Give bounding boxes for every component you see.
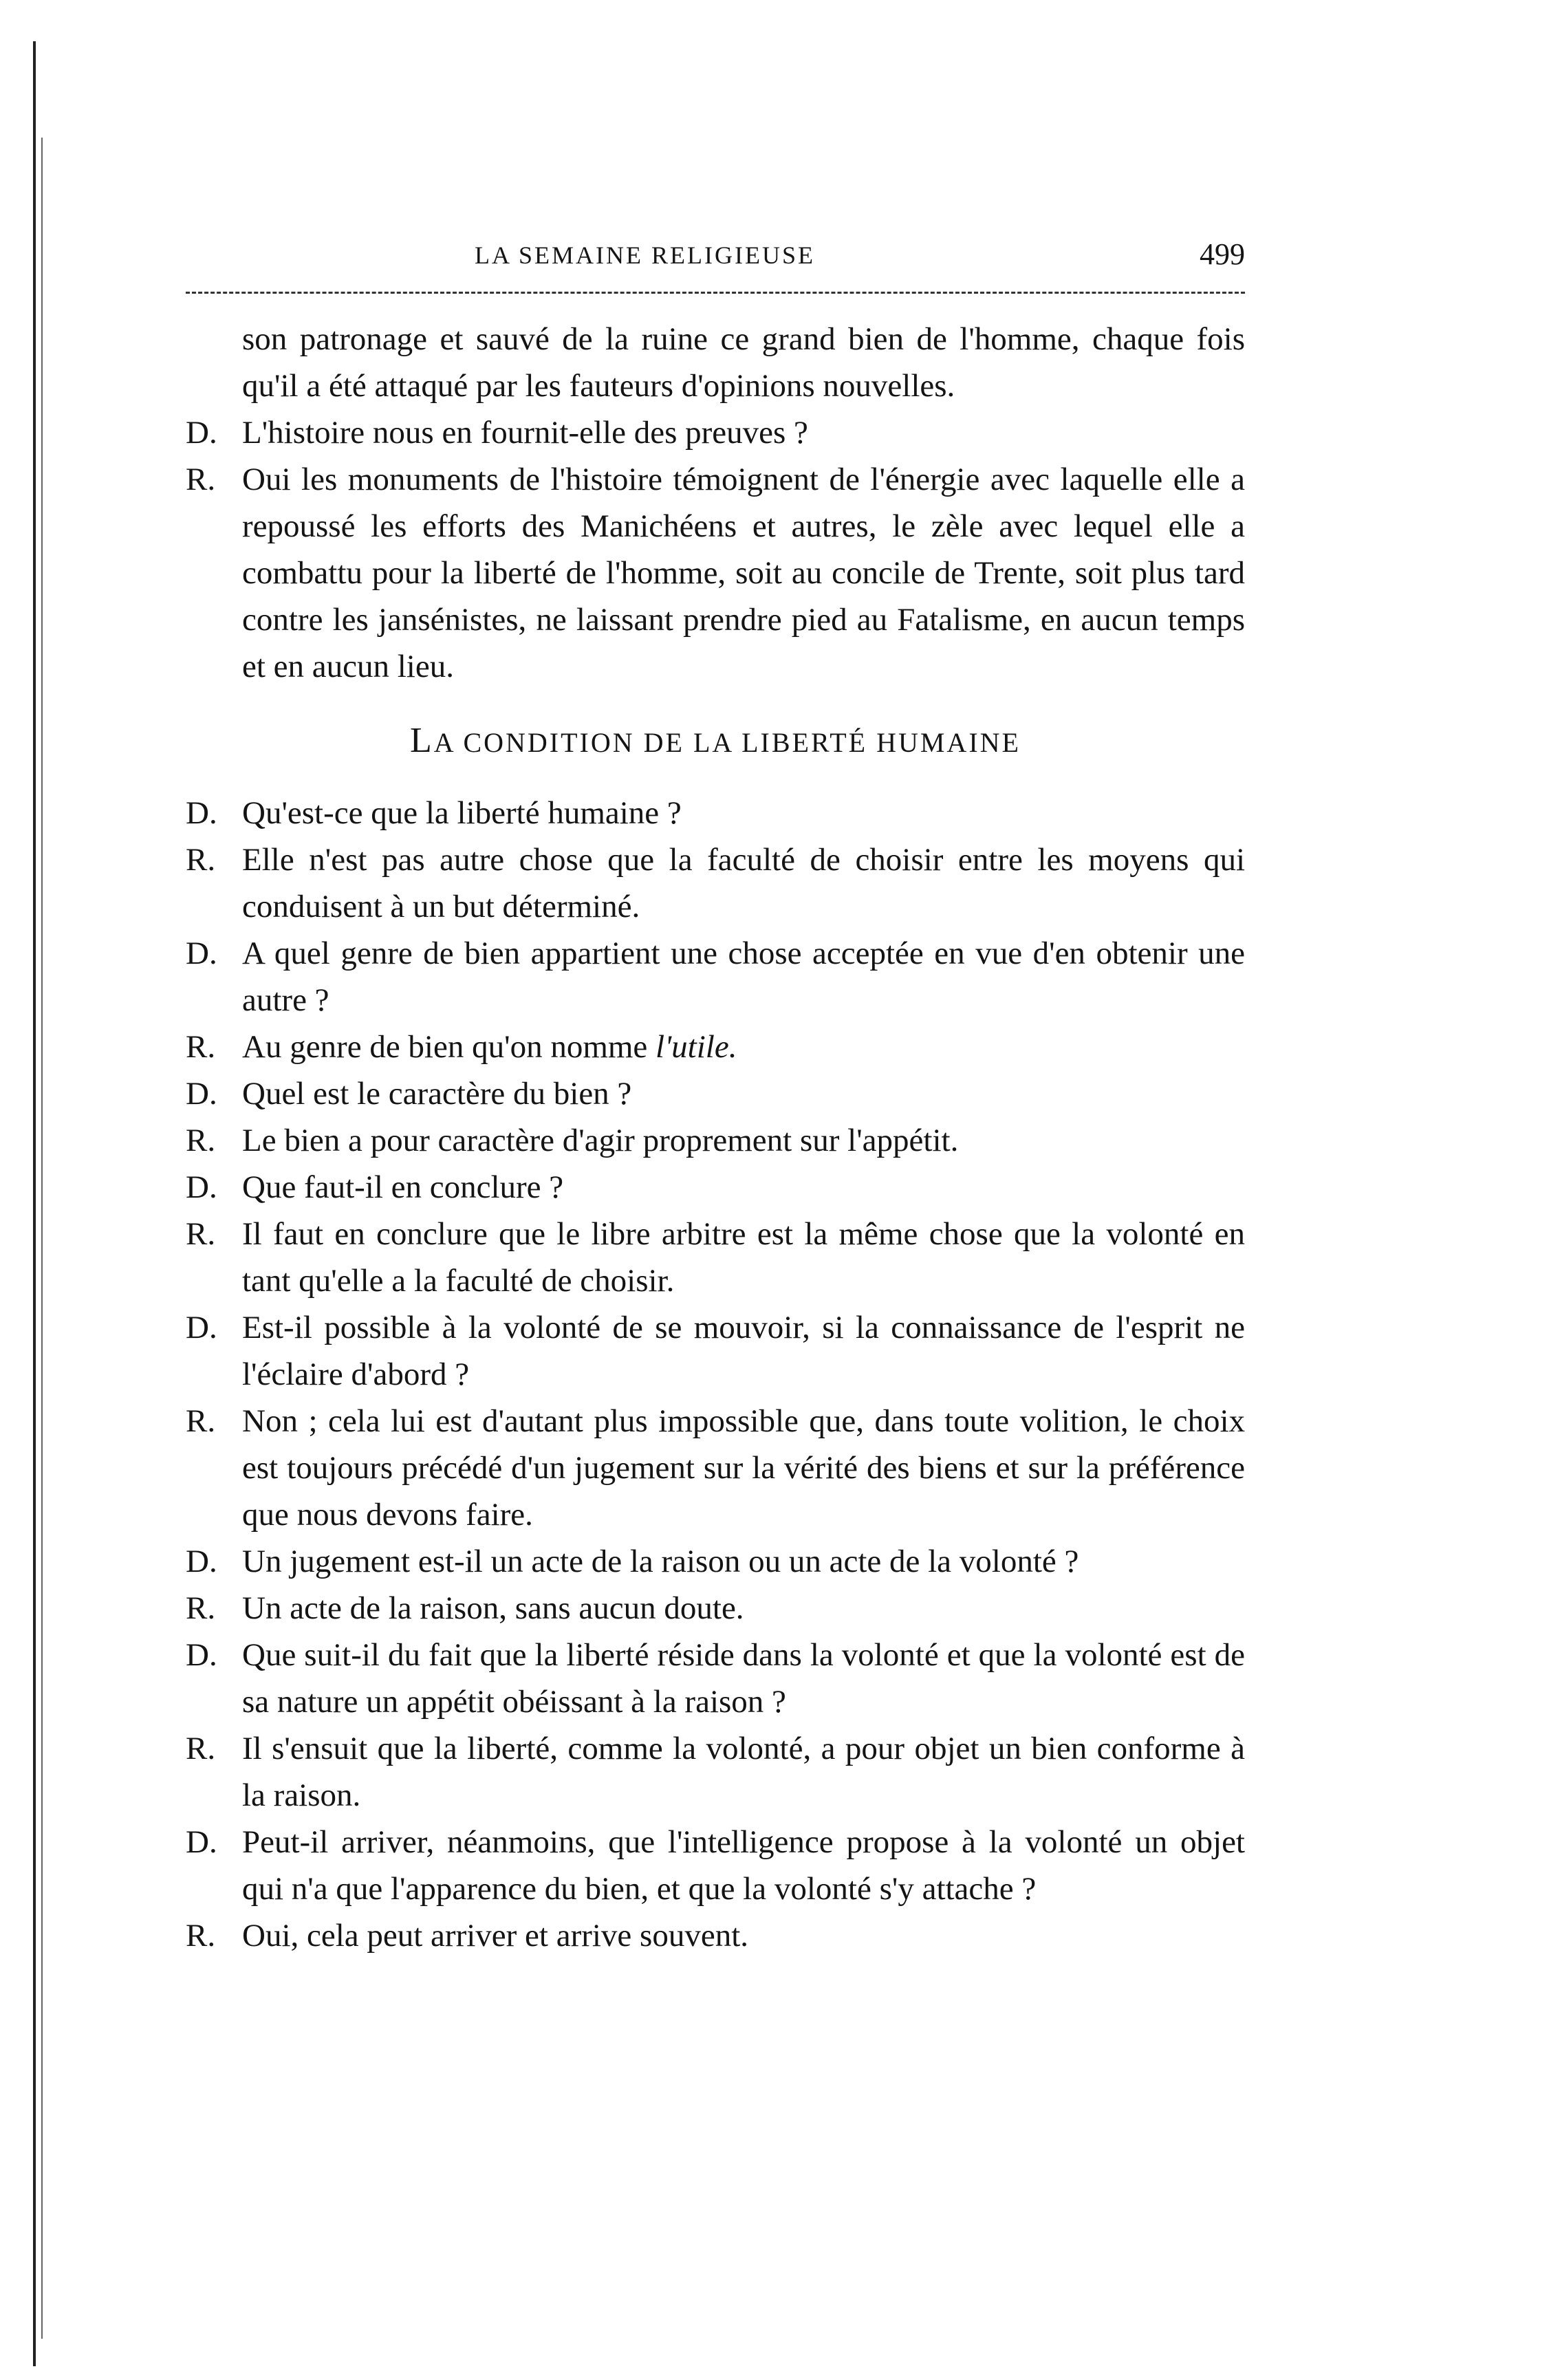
answer-line bbox=[186, 836, 1245, 930]
running-title: LA SEMAINE RELIGIEUSE bbox=[475, 241, 815, 269]
exchange-text: Elle n'est pas autre chose que la faculté de choisir entre les moyens qui conduisent à un but déterminé. bbox=[242, 842, 1245, 924]
speaker-label: D. bbox=[186, 1076, 217, 1112]
answer-line bbox=[186, 1024, 1245, 1070]
speaker-label: R. bbox=[186, 1216, 216, 1252]
exchanges-after-section bbox=[186, 790, 1245, 1959]
page-header bbox=[186, 237, 1245, 294]
question-line bbox=[186, 1538, 1245, 1585]
speaker-label: D. bbox=[186, 1544, 217, 1579]
exchange-text: Peut-il arriver, néanmoins, que l'intelligence propose à la volonté un objet qui n'a que l'apparence du bien, et que la volonté s'y attache ? bbox=[242, 1824, 1245, 1907]
exchange-text: Le bien a pour caractère d'agir proprement sur l'appétit. bbox=[242, 1123, 959, 1158]
speaker-label: R. bbox=[186, 1731, 216, 1766]
answer-line bbox=[186, 1585, 1245, 1632]
speaker-label: R. bbox=[186, 1590, 216, 1626]
speaker-label: D. bbox=[186, 1310, 217, 1345]
exchange-text: Qu'est-ce que la liberté humaine ? bbox=[242, 795, 682, 831]
answer-line bbox=[186, 1725, 1245, 1819]
speaker-label: R. bbox=[186, 842, 216, 878]
answer-line bbox=[186, 1398, 1245, 1538]
exchange-text: Non ; cela lui est d'autant plus impossible que, dans toute volition, le choix est toujours précédé d'un jugement sur la vérité des biens et sur la préférence que nous devons faire. bbox=[242, 1403, 1245, 1533]
speaker-label: R. bbox=[186, 462, 216, 497]
document-page bbox=[186, 237, 1245, 1959]
continuation-paragraph: son patronage et sauvé de la ruine ce grand bien de l'homme, chaque fois qu'il a été attaqué par les fauteurs d'opinions nouvelles. bbox=[242, 321, 1245, 404]
exchange-text: Que suit-il du fait que la liberté réside dans la volonté et que la volonté est de sa nature un appétit obéissant à la raison ? bbox=[242, 1637, 1245, 1720]
page-binding-shadow bbox=[41, 138, 43, 2339]
speaker-label: R. bbox=[186, 1029, 216, 1065]
speaker-label: R. bbox=[186, 1403, 216, 1439]
exchange-text: Un acte de la raison, sans aucun doute. bbox=[242, 1590, 744, 1626]
page-body bbox=[186, 316, 1245, 1959]
speaker-label: D. bbox=[186, 935, 217, 971]
section-heading: LA CONDITION DE LA LIBERTÉ HUMAINE bbox=[410, 721, 1021, 760]
italic-term: l'utile. bbox=[656, 1029, 737, 1065]
speaker-label: R. bbox=[186, 1918, 216, 1954]
speaker-label: D. bbox=[186, 1169, 217, 1205]
exchange-text: Oui, cela peut arriver et arrive souvent. bbox=[242, 1918, 749, 1954]
answer-line bbox=[186, 1117, 1245, 1164]
speaker-label: D. bbox=[186, 415, 217, 451]
page-number: 499 bbox=[1200, 237, 1245, 271]
exchange-text: Que faut-il en conclure ? bbox=[242, 1169, 564, 1205]
exchange-text: Quel est le caractère du bien ? bbox=[242, 1076, 632, 1112]
exchange-text: Il s'ensuit que la liberté, comme la volonté, a pour objet un bien conforme à la raison. bbox=[242, 1731, 1245, 1813]
speaker-label: D. bbox=[186, 795, 217, 831]
question-line bbox=[186, 930, 1245, 1024]
exchange-text: A quel genre de bien appartient une chose acceptée en vue d'en obtenir une autre ? bbox=[242, 935, 1245, 1018]
exchange-text: Oui les monuments de l'histoire témoignent de l'énergie avec laquelle elle a repoussé les efforts des Manichéens et autres, le zèle avec lequel elle a combattu pour la liberté de l'homme, soit au concile de Trente, soit plus tard contre les jansénistes, ne laissant prendre pied au Fatalisme, en aucun temps et en aucun lieu. bbox=[242, 462, 1245, 684]
question-line bbox=[186, 1819, 1245, 1912]
exchanges-before-section bbox=[186, 409, 1245, 690]
question-line bbox=[186, 1070, 1245, 1117]
exchange-text: Au genre de bien qu'on nomme bbox=[242, 1029, 648, 1065]
speaker-label: D. bbox=[186, 1637, 217, 1673]
answer-line bbox=[186, 1912, 1245, 1959]
exchange-text: Un jugement est-il un acte de la raison ou un acte de la volonté ? bbox=[242, 1544, 1079, 1579]
speaker-label: R. bbox=[186, 1123, 216, 1158]
answer-line bbox=[186, 456, 1245, 690]
exchange-text: Est-il possible à la volonté de se mouvoir, si la connaissance de l'esprit ne l'éclaire d'abord ? bbox=[242, 1310, 1245, 1392]
question-line bbox=[186, 1304, 1245, 1398]
exchange-text: L'histoire nous en fournit-elle des preuves ? bbox=[242, 415, 808, 451]
question-line bbox=[186, 1164, 1245, 1211]
page-binding-edge bbox=[33, 41, 36, 2366]
speaker-label: D. bbox=[186, 1824, 217, 1860]
exchange-text: Il faut en conclure que le libre arbitre est la même chose que la volonté en tant qu'elle a la faculté de choisir. bbox=[242, 1216, 1245, 1299]
question-line bbox=[186, 790, 1245, 836]
question-line bbox=[186, 409, 1245, 456]
question-line bbox=[186, 1632, 1245, 1725]
answer-line bbox=[186, 1211, 1245, 1304]
